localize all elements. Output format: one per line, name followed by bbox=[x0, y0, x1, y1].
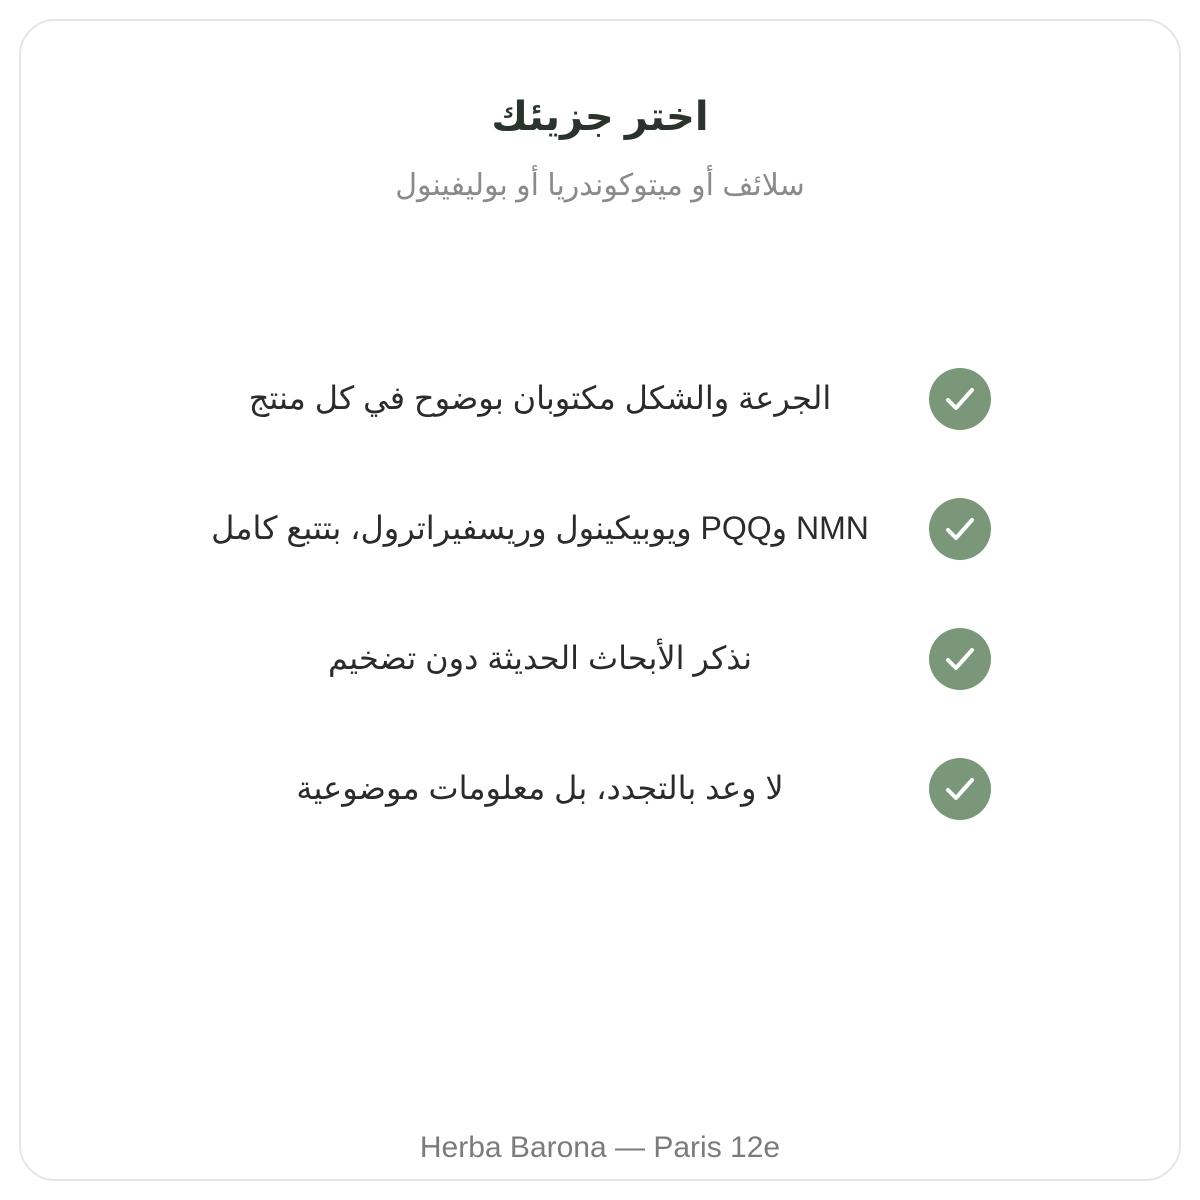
footer-brand: Herba Barona — Paris 12e bbox=[419, 1131, 781, 1164]
feature-text: لا وعد بالتجدد، بل معلومات موضوعية bbox=[296, 770, 784, 806]
page-subtitle: سلائف أو ميتوكوندريا أو بوليفينول bbox=[395, 169, 805, 202]
feature-item bbox=[0, 496, 1200, 560]
feature-item bbox=[0, 366, 1200, 430]
feature-text: الجرعة والشكل مكتوبان بوضوح في كل منتج bbox=[248, 380, 832, 416]
feature-text: نذكر الأبحاث الحديثة دون تضخيم bbox=[327, 640, 752, 676]
feature-text: NMN وPQQ ويوبيكينول وريسفيراترول، بتتبع كامل bbox=[211, 510, 869, 546]
feature-item bbox=[0, 756, 1200, 820]
page-title: اختر جزيئك bbox=[491, 95, 709, 139]
feature-item bbox=[0, 626, 1200, 690]
